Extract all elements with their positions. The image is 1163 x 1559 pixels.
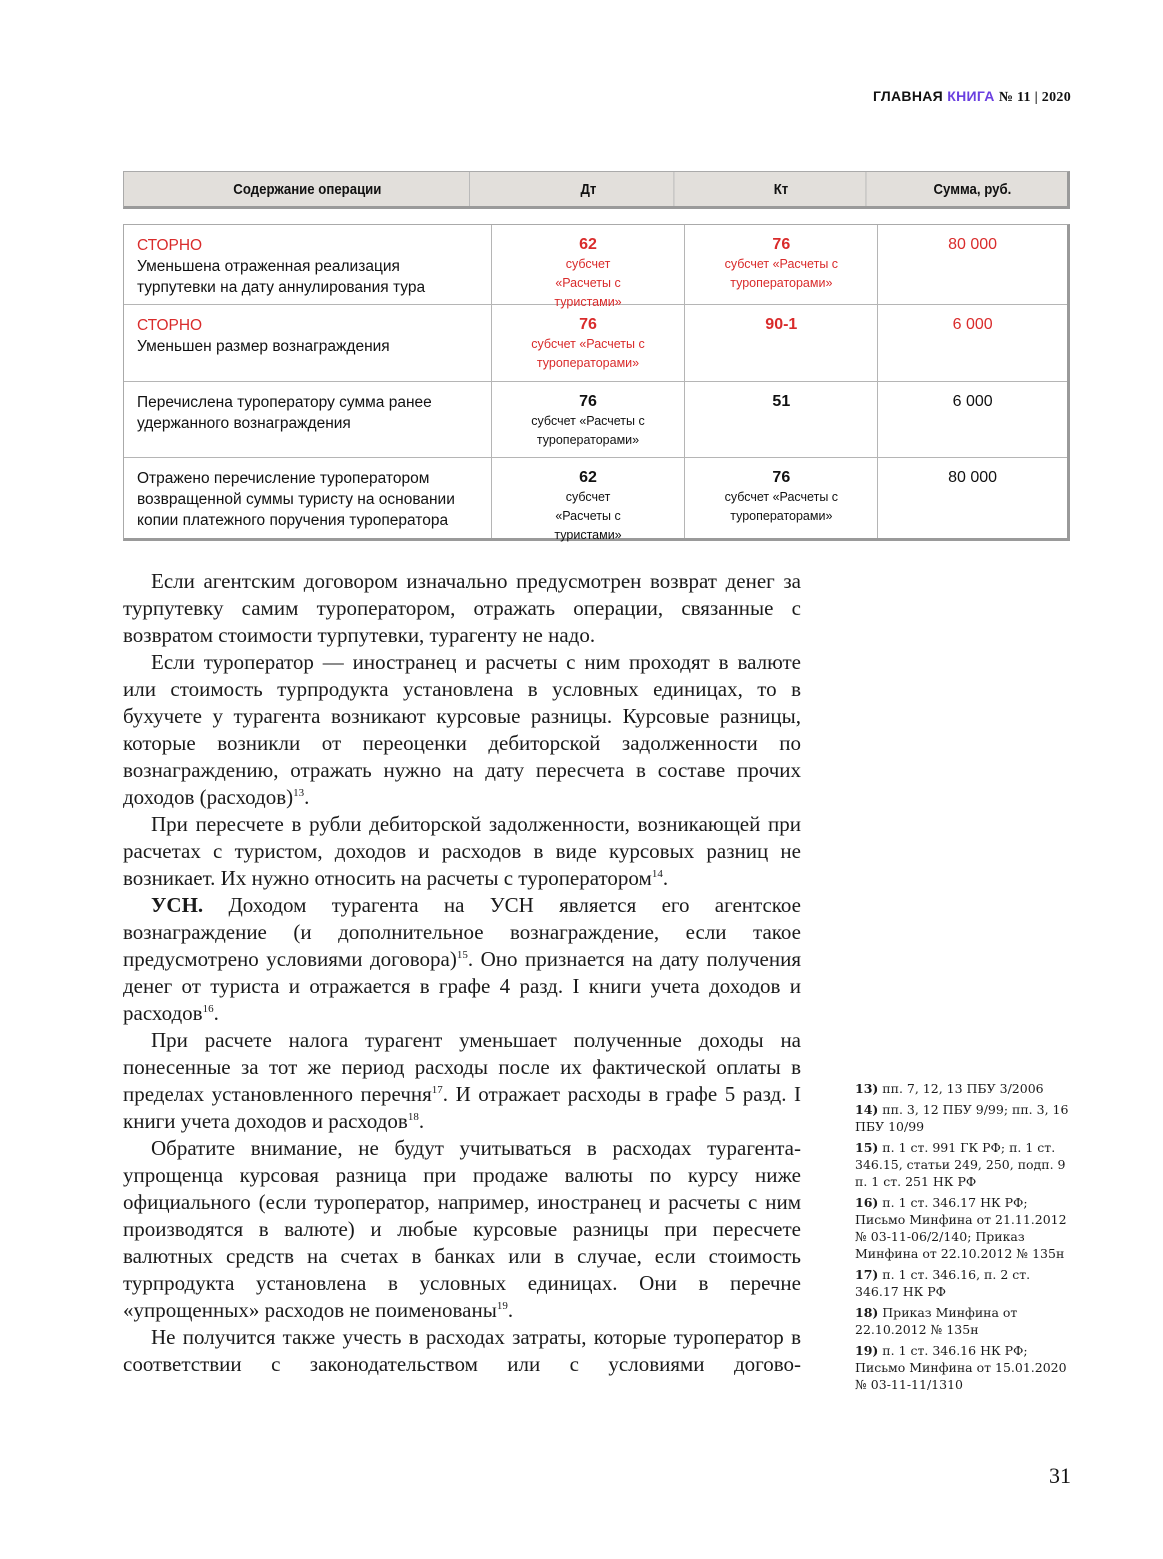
footnote-text: п. 1 ст. 346.17 НК РФ; Письмо Минфина от 21.11.2012 № 03-11-06/2/140; Приказ Минфина от 22.10.2012 № 135н	[855, 1195, 1067, 1261]
debit-subaccount: субсчет «Расчеты с туроператорами»	[531, 337, 645, 370]
page-number: 31	[1049, 1463, 1071, 1488]
footnotes	[855, 1080, 1075, 1397]
footnote-ref[interactable]: 14	[651, 868, 663, 880]
debit-cell	[492, 458, 686, 542]
credit-subaccount: субсчет «Расчеты с туроператорами»	[724, 490, 839, 523]
footnote	[855, 1304, 1075, 1338]
magazine-masthead	[873, 88, 1071, 106]
paragraph-text: Обратите внимание, не будут учитываться в расходах турагента-упрощенца курсовая разница при продаже валюты по курсу ниже официального (если туроператор, например, иностранец и расчеты с ним производятся в валюте) и любые курсовые разницы при пересчете валютных средств на счетах в банках или в случае, если стоимость турпродукта установлена в условных единицах. Они в перечне «упрощенных» расходов не поименованы	[123, 1136, 801, 1322]
footnote-ref[interactable]: 19	[496, 1300, 508, 1312]
paragraph-text: Доходом турагента на УСН является его агентское вознаграждение (и дополнительное вознаграждение, если такое предусмотрено условиями договора)	[123, 893, 801, 971]
footnote	[855, 1080, 1075, 1097]
footnote-number: 13)	[855, 1081, 879, 1096]
footnote-ref[interactable]: 15	[456, 949, 468, 961]
debit-account: 76	[579, 316, 597, 333]
debit-cell	[492, 382, 686, 457]
paragraph-text: При расчете налога турагент уменьшает полученные доходы на понесенные за тот же период расходы после их фактической оплаты в пределах установленного перечня	[123, 1028, 801, 1106]
operation-description: Отражено перечисление туроператором возвращенной суммы туристу на основании копии платежного поручения туроператора	[137, 470, 455, 529]
amount-cell: 6 000	[952, 316, 993, 333]
footnote	[855, 1101, 1075, 1135]
paragraph: УСН. Доходом турагента на УСН является его агентское вознаграждение (и дополнительное вознаграждение, если такое предусмотрено условиями договора)$^{15}$. Оно признается на дату получения денег от туриста и отражается в графе 4 разд. I книги учета доходов и расходов$^{16}$.	[123, 893, 801, 1025]
footnote-number: 16)	[855, 1195, 879, 1210]
article-body	[123, 568, 801, 1378]
footnote-text: п. 1 ст. 346.16, п. 2 ст. 346.17 НК РФ	[855, 1267, 1031, 1299]
header-operation: Содержание операции	[146, 172, 469, 206]
storno-label: СТОРНО	[137, 237, 203, 254]
footnote-text: пп. 7, 12, 13 ПБУ 3/2006	[878, 1081, 1044, 1096]
debit-cell	[492, 225, 686, 309]
operation-description: Уменьшена отраженная реализация турпутевки на дату аннулирования тура	[137, 258, 426, 296]
operation-description: Перечислена туроператору сумма ранее удержанного вознаграждения	[137, 394, 432, 432]
debit-cell	[492, 305, 686, 381]
operation-cell	[124, 382, 492, 457]
header-credit: Кт	[697, 172, 867, 206]
section-lead: УСН.	[151, 893, 204, 917]
footnote-number: 18)	[855, 1305, 879, 1320]
credit-account: 51	[772, 393, 791, 410]
paragraph: Обратите внимание, не будут учитываться в расходах турагента-упрощенца курсовая разница при продаже валюты по курсу ниже официального (если туроператор, например, иностранец и расчеты с ним производятся в валюте) и любые курсовые разницы при пересчете валютных средств на счетах в банках или в случае, если стоимость турпродукта установлена в условных единицах. Они в перечне «упрощенных» расходов не поименованы$^{19}$.	[123, 1136, 801, 1322]
table-row	[124, 458, 1067, 542]
credit-account: 76	[772, 469, 791, 486]
amount-cell: 80 000	[948, 236, 998, 253]
credit-cell	[685, 305, 878, 381]
footnote-ref[interactable]: 18	[407, 1111, 419, 1123]
debit-subaccount: субсчет «Расчеты с туристами»	[554, 257, 622, 309]
storno-label: СТОРНО	[137, 317, 203, 334]
debit-subaccount: субсчет «Расчеты с туроператорами»	[531, 414, 645, 447]
table-row	[124, 225, 1067, 309]
footnote-text: п. 1 ст. 991 ГК РФ; п. 1 ст. 346.15, статьи 249, 250, подп. 9 п. 1 ст. 251 НК РФ	[855, 1140, 1066, 1189]
footnote	[855, 1266, 1075, 1300]
paragraph: Если туроператор — иностранец и расчеты с ним проходят в валюте или стоимость турпродукта установлена в условных единицах, то в бухучете у турагента возникают курсовые разницы. Курсовые разницы, которые возникли от переоценки дебиторской задолженности по вознаграждению, отражать нужно на дату пересчета в составе прочих доходов (расходов)$^{13}$.	[123, 650, 801, 809]
operation-cell	[124, 458, 492, 538]
amount-cell: 6 000	[952, 393, 993, 410]
credit-cell	[685, 225, 878, 304]
table-row	[124, 382, 1067, 458]
table-row	[124, 305, 1067, 382]
debit-subaccount: субсчет «Расчеты с туристами»	[554, 490, 622, 542]
debit-account: 62	[579, 236, 597, 253]
footnote-number: 15)	[855, 1140, 879, 1155]
footnote-ref[interactable]: 17	[431, 1084, 443, 1096]
paragraph-text: Если туроператор — иностранец и расчеты с ним проходят в валюте или стоимость турпродукта установлена в условных единицах, то в бухучете у турагента возникают курсовые разницы. Курсовые разницы, которые возникли от переоценки дебиторской задолженности по вознаграждению, отражать нужно на дату пересчета в составе прочих доходов (расходов)	[123, 650, 801, 809]
paragraph-text: Не получится также учесть в расходах затраты, которые туроператор в соответствии с законодательством или с условиями догово-	[123, 1325, 801, 1376]
brand-name-part2: КНИГА	[947, 88, 995, 104]
footnote	[855, 1194, 1075, 1262]
credit-cell	[685, 382, 878, 457]
header-debit: Дт	[503, 172, 674, 206]
debit-account: 62	[579, 469, 597, 486]
issue-number: № 11 | 2020	[998, 90, 1071, 105]
footnote	[855, 1342, 1075, 1393]
paragraph-text: . И отражает расходы в графе 5 разд. I книги учета доходов и расходов	[123, 1082, 801, 1133]
paragraph-text: . Оно признается на дату получения денег от туриста и отражается в графе 4 разд. I книги учета доходов и расходов	[123, 947, 801, 1025]
debit-account: 76	[579, 393, 597, 410]
footnote-text: Приказ Минфина от 22.10.2012 № 135н	[855, 1305, 1018, 1337]
operation-description: Уменьшен размер вознаграждения	[137, 338, 390, 355]
credit-account: 90-1	[765, 316, 798, 333]
operation-cell	[124, 225, 492, 304]
credit-cell	[685, 458, 878, 538]
paragraph-text: Если агентским договором изначально предусмотрен возврат денег за турпутевку самим туроператором, отражать операции, связанные с возвратом стоимости турпутевки, турагенту не надо.	[123, 569, 801, 647]
footnote-ref[interactable]: 16	[202, 1003, 214, 1015]
table-header	[123, 171, 1070, 209]
footnote-number: 14)	[855, 1102, 879, 1117]
header-amount: Сумма, руб.	[933, 180, 1012, 198]
accounting-entries-table	[123, 224, 1070, 541]
paragraph	[123, 568, 801, 649]
operation-cell	[124, 305, 492, 381]
credit-subaccount: субсчет «Расчеты с туроператорами»	[724, 257, 839, 290]
footnote-number: 17)	[855, 1267, 879, 1282]
paragraph: При расчете налога турагент уменьшает полученные доходы на понесенные за тот же период расходы после их фактической оплаты в пределах установленного перечня$^{17}$. И отражает расходы в графе 5 разд. I книги учета доходов и расходов$^{18}$.	[123, 1028, 801, 1133]
brand-name-part1: ГЛАВНАЯ	[873, 88, 944, 104]
footnote-ref[interactable]: 13	[293, 787, 305, 799]
paragraph	[123, 1324, 801, 1378]
footnote-number: 19)	[855, 1343, 879, 1358]
amount-cell: 80 000	[948, 469, 998, 486]
footnote-text: пп. 3, 12 ПБУ 9/99; пп. 3, 16 ПБУ 10/99	[855, 1102, 1069, 1134]
paragraph: При пересчете в рубли дебиторской задолженности, возникающей при расчетах с туристом, доходов и расходов в виде курсовых разниц не возникает. Их нужно относить на расчеты с туроператором$^{14}$.	[123, 812, 801, 890]
paragraph-text: При пересчете в рубли дебиторской задолженности, возникающей при расчетах с туристом, доходов и расходов в виде курсовых разниц не возникает. Их нужно относить на расчеты с туроператором	[123, 812, 801, 890]
credit-account: 76	[772, 236, 791, 253]
footnote-text: п. 1 ст. 346.16 НК РФ; Письмо Минфина от 15.01.2020 № 03-11-11/1310	[855, 1343, 1067, 1392]
footnote	[855, 1139, 1075, 1190]
